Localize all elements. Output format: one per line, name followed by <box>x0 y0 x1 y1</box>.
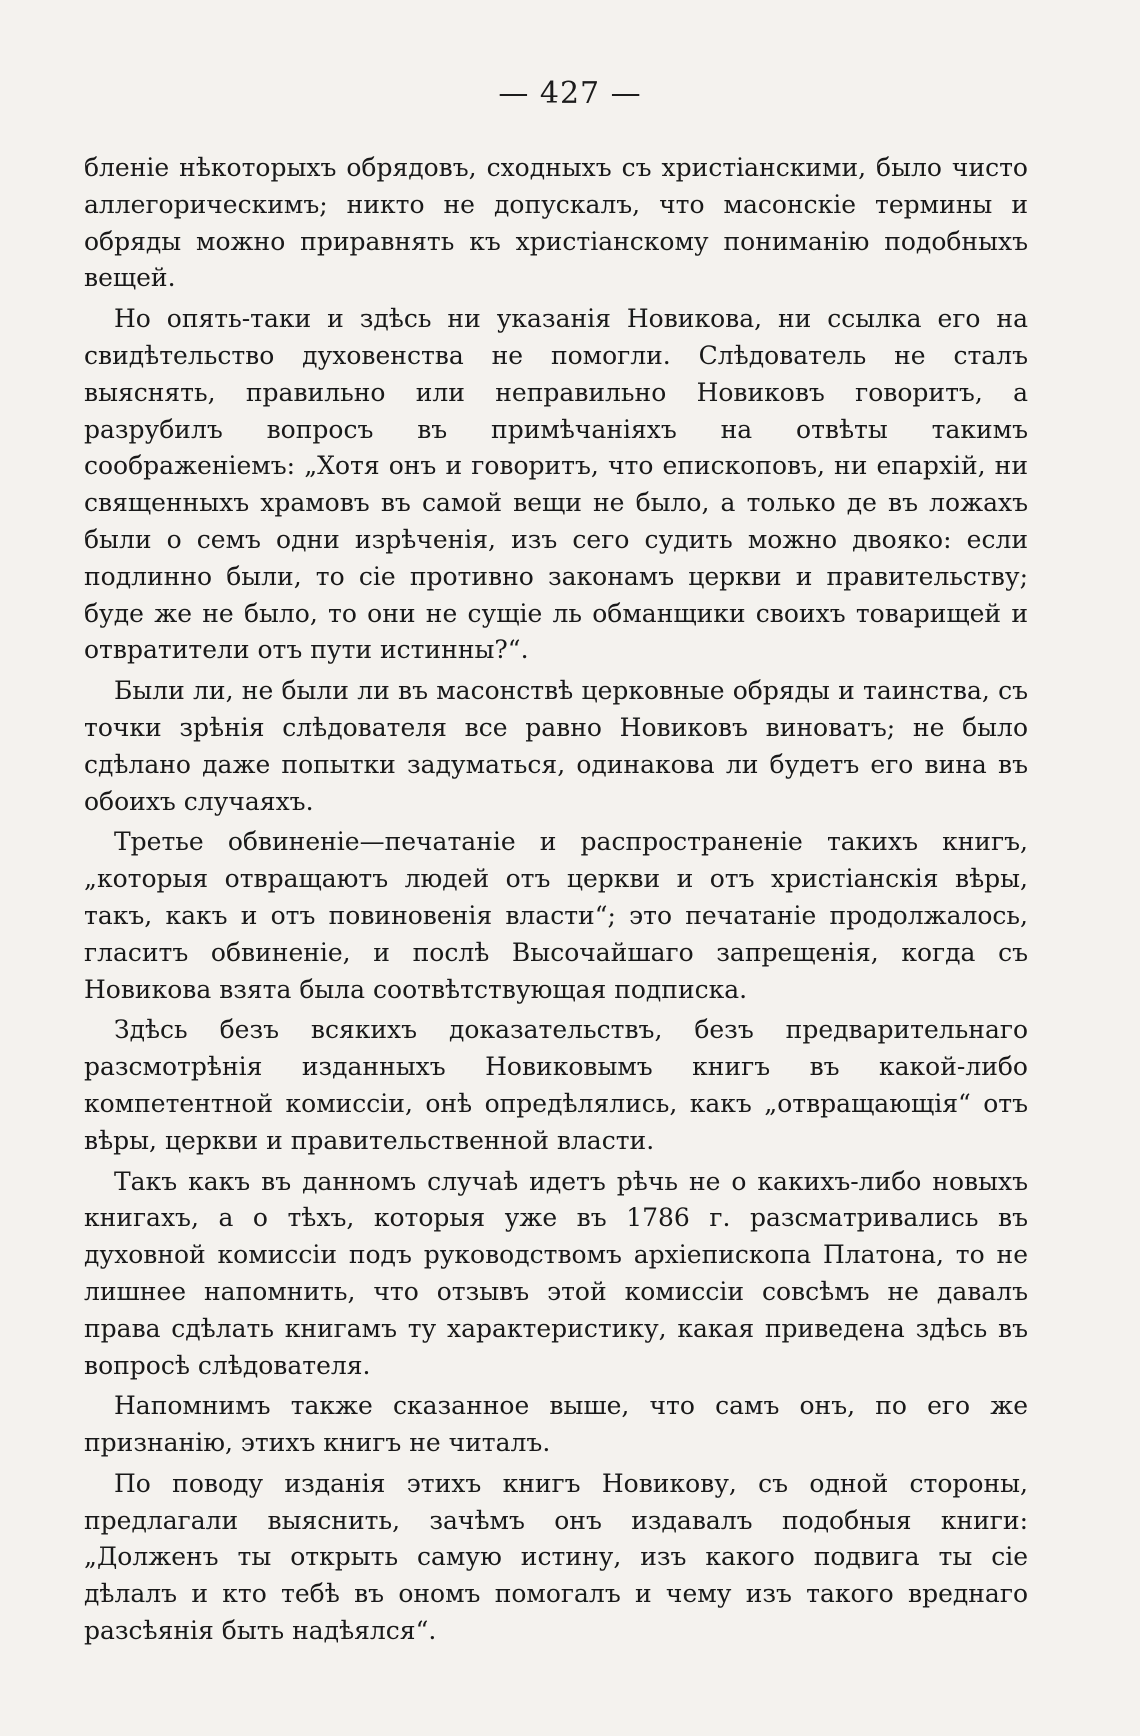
paragraph: бленіе нѣкоторыхъ обрядовъ, сходныхъ съ христіанскими, было чисто аллегорическимъ; никто не допускалъ, что масонскіе термины и обряды можно приравнять къ христіанскому пониманію подобныхъ вещей. <box>84 153 1028 293</box>
paragraph: Третье обвиненіе—печатаніе и распространеніе такихъ книгъ, „которыя отвращаютъ людей отъ церкви и отъ христіанскія вѣры, такъ, какъ и отъ повиновенія власти“; это печатаніе продолжалось, гласитъ обвиненіе, и послѣ Высочайшаго запрещенія, когда съ Новикова взята была соотвѣтствующая подписка. <box>84 827 1028 1004</box>
paragraph: По поводу изданія этихъ книгъ Новикову, съ одной стороны, предлагали выяснить, зачѣмъ онъ издавалъ подобныя книги: „Долженъ ты открыть самую истину, изъ какого подвига ты сіе дѣлалъ и кто тебѣ въ ономъ помогалъ и чему изъ такого вреднаго разсѣянія быть надѣялся“. <box>84 1468 1028 1646</box>
paragraph: Были ли, не были ли въ масонствѣ церковные обряды и таинства, съ точки зрѣнія слѣдователя все равно Новиковъ виноватъ; не было сдѣлано даже попытки задуматься, одинакова ли будетъ его вина въ обоихъ случаяхъ. <box>84 676 1028 816</box>
page-number: — 427 — <box>498 76 642 111</box>
paragraph: Здѣсь безъ всякихъ доказательствъ, безъ предварительнаго разсмотрѣнія изданныхъ Новиковымъ книгъ въ какой-либо компетентной комиссіи, онѣ опредѣлялись, какъ „отвращающія“ отъ вѣры, церкви и правительственной власти. <box>84 1015 1028 1155</box>
paragraph: Напомнимъ также сказанное выше, что самъ онъ, по его же признанію, этихъ книгъ не читалъ. <box>84 1391 1028 1458</box>
body-text <box>84 150 1028 1650</box>
paragraph: Но опять-таки и здѣсь ни указанія Новикова, ни ссылка его на свидѣтельство духовенства не помогли. Слѣдователь не сталъ выяснять, правильно или неправильно Новиковъ говоритъ, а разрубилъ вопросъ въ примѣчаніяхъ на отвѣты такимъ соображеніемъ: „Хотя онъ и говоритъ, что епископовъ, ни епархій, ни священныхъ храмовъ въ самой вещи не было, а только де въ ложахъ были о семъ одни изрѣченія, изъ сего судить можно двояко: если подлинно были, то сіе противно законамъ церкви и правительству; буде же не было, то они не сущіе ль обманщики своихъ товарищей и отвратители отъ пути истинны?“. <box>84 304 1028 665</box>
paragraph: Такъ какъ въ данномъ случаѣ идетъ рѣчь не о какихъ-либо новыхъ книгахъ, а о тѣхъ, которыя уже въ 1786 г. разсматривались въ духовной комиссіи подъ руководствомъ архіепископа Платона, то не лишнее напомнить, что отзывъ этой комиссіи совсѣмъ не давалъ права сдѣлать книгамъ ту характеристику, какая приведена здѣсь въ вопросѣ слѣдователя. <box>84 1166 1028 1380</box>
